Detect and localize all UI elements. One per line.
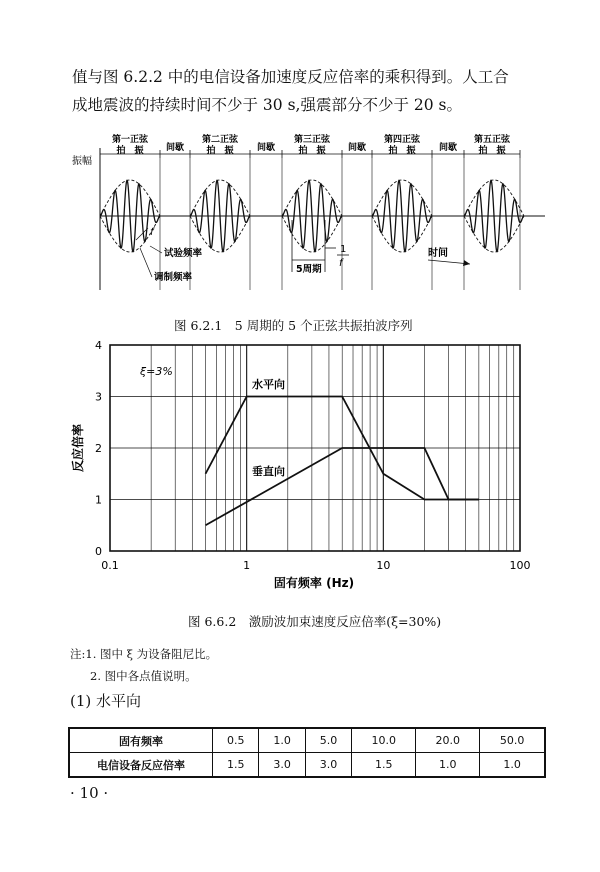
segment-label: 拍 振 <box>116 146 144 156</box>
period-denominator: f <box>339 258 343 269</box>
body-text-line-1: 值与图 6.2.2 中的电信设备加速度反应倍率的乘积得到。人工合 <box>72 68 509 86</box>
table-header-frequency: 固有频率 <box>69 728 213 753</box>
table-cell: 1.5 <box>213 753 259 778</box>
y-tick-label: 4 <box>95 339 102 352</box>
segment-label: 间歇 <box>347 143 367 153</box>
y-tick-label: 1 <box>95 493 102 507</box>
segment-label: 间歇 <box>256 143 276 153</box>
five-cycles-label: 5周期 <box>296 264 322 275</box>
modulation-frequency-label: 调制频率 <box>154 272 193 283</box>
x-tick-label: 1 <box>243 559 251 572</box>
body-text-line-2: 成地震波的持续时间不少于 30 s,强震部分不少于 20 s。 <box>72 96 462 114</box>
table-cell: 1.0 <box>480 753 545 778</box>
segment-label: 拍 振 <box>298 146 326 156</box>
note-2: 2. 图中各点值说明。 <box>90 669 197 683</box>
y-axis-label: 反应倍率 <box>71 423 85 473</box>
x-tick-label: 0.1 <box>101 559 119 572</box>
segment-label: 第五正弦 <box>473 135 511 145</box>
section-title: (1) 水平向 <box>70 692 142 710</box>
x-tick-label: 10 <box>376 559 391 572</box>
y-tick-label: 3 <box>95 390 102 404</box>
f-label: f <box>150 227 154 238</box>
table-cell: 5.0 <box>305 728 351 753</box>
series-label: 垂直向 <box>252 465 285 478</box>
segment-label: 拍 振 <box>388 146 416 156</box>
table-cell: 3.0 <box>259 753 305 778</box>
table-header-ratio: 电信设备反应倍率 <box>69 753 213 778</box>
table-cell: 3.0 <box>305 753 351 778</box>
table-cell: 1.0 <box>416 753 480 778</box>
table-cell: 20.0 <box>416 728 480 753</box>
figure-1-caption: 图 6.2.1 5 周期的 5 个正弦共振拍波序列 <box>174 318 413 333</box>
y-tick-label: 2 <box>95 442 102 455</box>
table-cell: 1.0 <box>259 728 305 753</box>
y-tick-labels <box>95 339 102 558</box>
table-row-ratio <box>69 753 545 778</box>
segment-label: 第四正弦 <box>383 135 421 145</box>
figure-2-caption: 图 6.6.2 激励波加束速度反应倍率(ξ=30%) <box>188 614 442 629</box>
x-tick-label: 100 <box>509 559 531 572</box>
table-cell: 0.5 <box>213 728 259 753</box>
segment-label: 第三正弦 <box>293 135 331 145</box>
segment-labels <box>112 133 511 156</box>
note-1: 注:1. 图中 ξ 为设备阻尼比。 <box>70 647 218 661</box>
table-cell: 1.5 <box>352 753 416 778</box>
test-frequency-label: 试验频率 <box>164 248 203 259</box>
time-arrowhead <box>463 260 470 266</box>
x-axis-label: 固有频率 (Hz) <box>273 576 355 590</box>
page-number: · 10 · <box>70 784 109 802</box>
table-cell: 10.0 <box>352 728 416 753</box>
series-label: 水平向 <box>252 378 285 391</box>
table-row-frequency <box>69 728 545 753</box>
response-ratio-table <box>68 727 546 778</box>
segment-label: 拍 振 <box>478 146 506 156</box>
beat-wave-figure <box>0 120 600 300</box>
time-label: 时间 <box>428 248 448 259</box>
segment-label: 第一正弦 <box>111 135 149 145</box>
segment-label: 间歇 <box>165 143 185 153</box>
segment-label: 拍 振 <box>206 146 234 156</box>
period-numerator: 1 <box>340 244 347 255</box>
y-tick-label: 0 <box>95 545 102 558</box>
segment-label: 间歇 <box>438 143 458 153</box>
amplitude-label: 振幅 <box>72 156 92 167</box>
response-ratio-chart <box>0 335 600 600</box>
segment-label: 第二正弦 <box>201 135 239 145</box>
damping-label: ξ=3% <box>140 365 173 378</box>
x-tick-labels <box>101 559 530 572</box>
table-cell: 50.0 <box>480 728 545 753</box>
modulation-frequency-pointer <box>140 248 152 277</box>
